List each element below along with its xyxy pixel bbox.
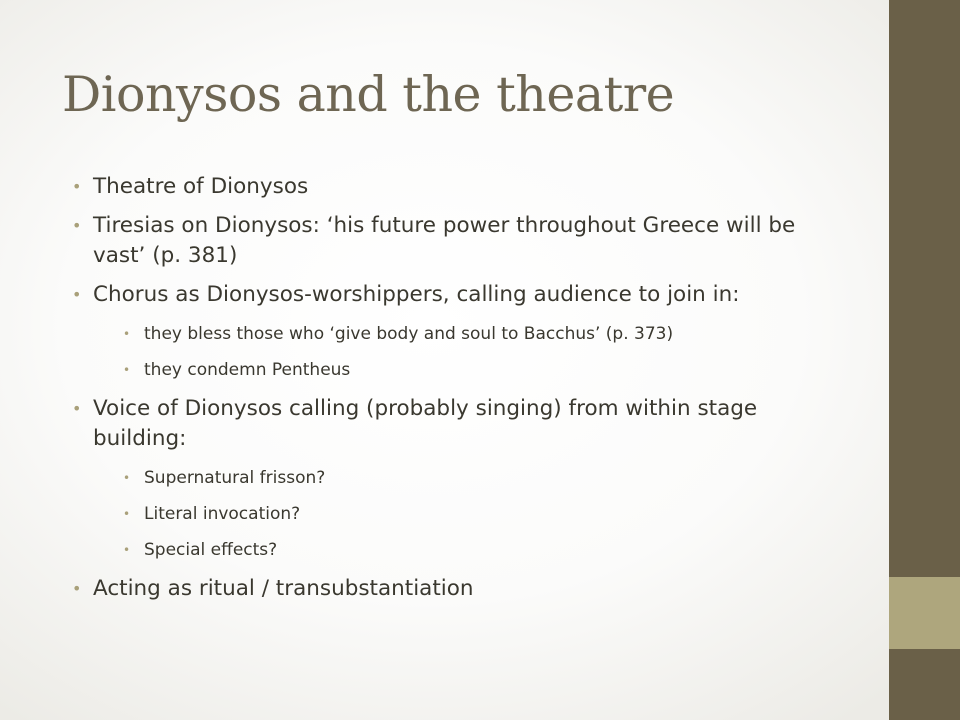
- sub-bullet-text: Literal invocation?: [144, 504, 301, 524]
- sub-bullet-item: [123, 358, 832, 382]
- bullet-icon: •: [72, 579, 82, 598]
- sidebar-bottom-band: [889, 649, 960, 720]
- sub-bullet-icon: •: [123, 507, 131, 521]
- bullet-text: Voice of Dionysos calling (probably singing) from within stage building:: [93, 396, 758, 451]
- sub-bullet-text: they condemn Pentheus: [144, 360, 351, 380]
- bullet-item: [72, 280, 832, 382]
- sidebar-accent-band: [889, 577, 960, 649]
- bullet-item: [72, 172, 832, 202]
- sub-bullet-text: Supernatural frisson?: [144, 468, 326, 488]
- sub-bullet-item: [123, 538, 832, 562]
- bullet-item: [72, 394, 832, 562]
- sub-bullet-icon: •: [123, 363, 131, 377]
- bullet-icon: •: [72, 216, 82, 235]
- sub-bullet-icon: •: [123, 543, 131, 557]
- bullet-text: Theatre of Dionysos: [93, 174, 309, 199]
- sub-bullet-item: [123, 322, 832, 346]
- bullet-text: Acting as ritual / transubstantiation: [93, 576, 474, 601]
- bullet-item: [72, 211, 832, 271]
- sub-bullet-item: [123, 502, 832, 526]
- bullet-list: [72, 172, 832, 613]
- sub-bullet-icon: •: [123, 327, 131, 341]
- sub-bullet-list: [93, 322, 832, 382]
- sub-bullet-item: [123, 466, 832, 490]
- bullet-icon: •: [72, 285, 82, 304]
- bullet-item: [72, 574, 832, 604]
- sub-bullet-icon: •: [123, 471, 131, 485]
- sidebar-top-band: [889, 0, 960, 577]
- bullet-icon: •: [72, 177, 82, 196]
- bullet-text: Tiresias on Dionysos: ‘his future power throughout Greece will be vast’ (p. 381): [93, 213, 796, 268]
- bullet-text: Chorus as Dionysos-worshippers, calling audience to join in:: [93, 282, 740, 307]
- bullet-icon: •: [72, 399, 82, 418]
- sub-bullet-text: they bless those who ‘give body and soul to Bacchus’ (p. 373): [144, 324, 674, 344]
- sub-bullet-list: [93, 466, 832, 562]
- sub-bullet-text: Special effects?: [144, 540, 278, 560]
- slide-title: Dionysos and the theatre: [62, 66, 675, 123]
